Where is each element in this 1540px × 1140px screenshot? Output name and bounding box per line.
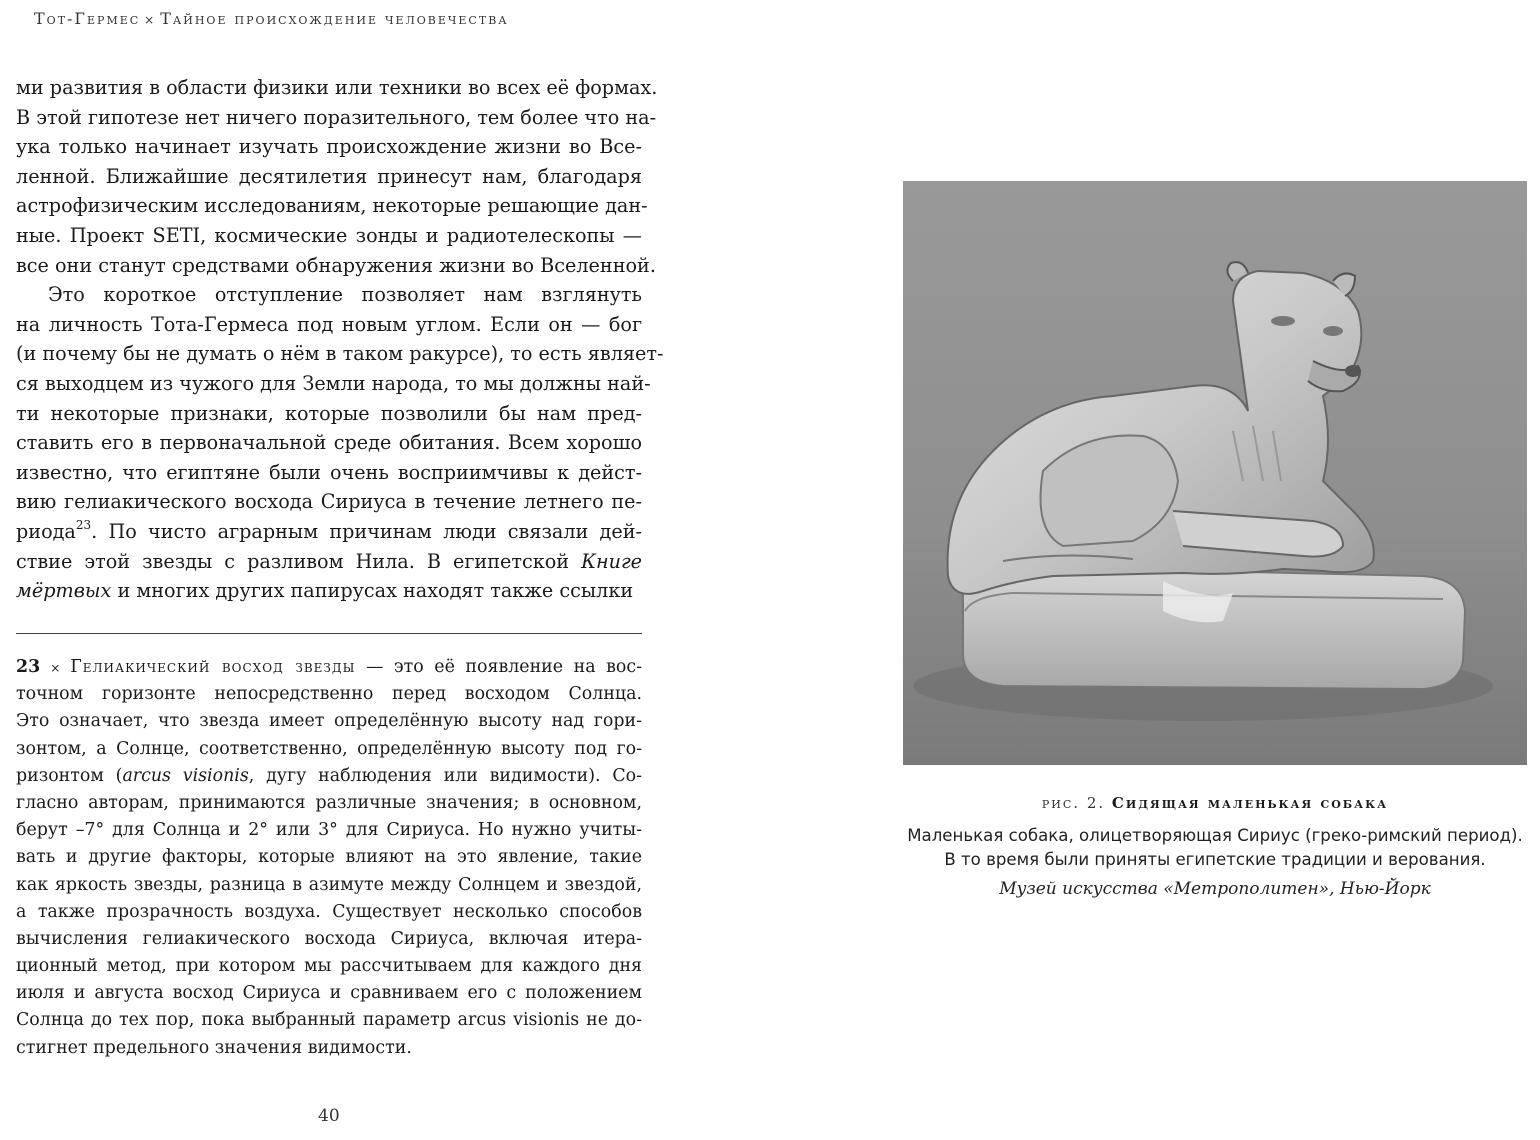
footnote-line: вычисления гелиакического восхода Сириуса, включая итера- <box>16 928 642 949</box>
text-fragment: ризонтом ( <box>16 765 123 786</box>
text-line <box>16 576 642 606</box>
footnote-reference[interactable]: 23 <box>75 517 92 532</box>
text-line: В этой гипотезе нет ничего поразительного, тем более что на- <box>16 105 657 129</box>
text-line: ся выходцем из чужого для Земли народа, то мы должны най- <box>16 371 651 395</box>
text-line: все они станут средствами обнаружения жизни во Вселенной. <box>16 253 656 277</box>
footnote-line: гласно авторам, принимаются различные значения; в основном, <box>16 792 642 813</box>
main-text <box>16 73 664 606</box>
figure-description <box>903 824 1527 872</box>
footnote-number: 23 <box>16 657 41 677</box>
text-line: ленной. Ближайшие десятилетия принесут нам, благодаря <box>16 164 642 188</box>
running-head <box>34 9 509 28</box>
footnote-line: точном горизонте непосредственно перед восходом Солнца. <box>16 684 642 705</box>
footnote-line: Солнца до тех пор, пока выбранный параметр arcus visionis не до- <box>16 1010 642 1031</box>
footnote-line: как яркость звезды, разница в азимуте между Солнцем и звездой, <box>16 874 642 895</box>
figure-description-line: Маленькая собака, олицетворяющая Сириус (греко-римский период). <box>907 826 1523 845</box>
footnote-separator: × <box>50 661 61 675</box>
footnote-line: зонтом, а Солнце, соответственно, определённую высоту под го- <box>16 738 642 759</box>
figure-title: Сидящая маленькая собака <box>1111 794 1389 812</box>
text-line: известно, что египтяне были очень восприимчивы к дейст- <box>16 460 642 484</box>
header-separator: × <box>144 13 157 27</box>
header-author: Тот-Гермес <box>34 9 141 28</box>
footnote-line: Это означает, что звезда имеет определённую высоту над гори- <box>16 711 642 732</box>
text-line: ставить его в первоначальной среде обитания. Всем хорошо <box>16 431 642 455</box>
dog-statuette-photo <box>903 181 1527 765</box>
text-line: ти некоторые признаки, которые позволили бы нам пред- <box>16 401 642 425</box>
footnote-divider <box>16 633 642 634</box>
text-line: на личность Тота-Гермеса под новым углом. Если он — бог <box>16 312 642 336</box>
figure-caption-title <box>903 794 1527 812</box>
text-fragment: риода <box>16 519 76 543</box>
footnote-line: стигнет предельного значения видимости. <box>16 1037 412 1058</box>
footnote-line: а также прозрачность воздуха. Существует несколько способов <box>16 901 642 922</box>
footnote-line: берут –7° для Солнца и 2° или 3° для Сириуса. Но нужно учиты- <box>16 820 642 841</box>
text-line: Это короткое отступление позволяет нам взглянуть <box>48 283 642 307</box>
page-number: 40 <box>318 1106 340 1126</box>
footnote-line: июля и августа восход Сириуса и сравниваем его с положением <box>16 983 642 1004</box>
book-title-italic: мёртвых <box>16 579 112 603</box>
text-fragment: , дугу наблюдения или видимости). Со- <box>248 765 642 786</box>
footnote-term: Гелиакический восход звезды <box>70 657 356 677</box>
figure-description-line: В то время были приняты египетские традиции и верования. <box>944 850 1486 869</box>
text-line: ука только начинает изучать происхождение жизни во Все- <box>16 135 642 159</box>
footnote-line <box>16 654 642 681</box>
footnote-line: вать и другие факторы, которые влияют на это явление, такие <box>16 847 642 868</box>
text-line <box>16 517 642 547</box>
header-book-title: Тайное происхождение человечества <box>160 9 509 28</box>
book-title-italic: Книге <box>581 549 642 573</box>
figure-label: рис. 2. <box>1041 794 1106 812</box>
dog-statuette-illustration <box>903 181 1527 765</box>
text-line: астрофизическим исследованиям, некоторые решающие дан- <box>16 194 648 218</box>
latin-term-italic: arcus visionis <box>122 765 249 786</box>
text-line <box>16 547 642 577</box>
text-line: ные. Проект SETI, космические зонды и радиотелескопы — <box>16 223 642 247</box>
text-fragment: — это её появление на вос- <box>355 657 642 677</box>
text-line: ми развития в области физики или техники во всех её формах. <box>16 76 658 99</box>
text-line: вию гелиакического восхода Сириуса в течение летнего пе- <box>16 490 642 514</box>
footnote-line: ционный метод, при котором мы рассчитываем для каждого дня <box>16 956 642 977</box>
figure-credit: Музей искусства «Метрополитен», Нью-Йорк <box>999 879 1431 899</box>
text-fragment: ствие этой звезды с разливом Нила. В египетской <box>16 549 582 573</box>
text-fragment: . По чисто аграрным причинам люди связали дей- <box>91 519 642 543</box>
text-fragment: и многих других папирусах находят также ссылки <box>111 579 634 603</box>
footnote-line <box>16 763 642 790</box>
footnote <box>16 654 642 1062</box>
text-line: (и почему бы не думать о нём в таком ракурсе), то есть являет- <box>16 342 664 366</box>
